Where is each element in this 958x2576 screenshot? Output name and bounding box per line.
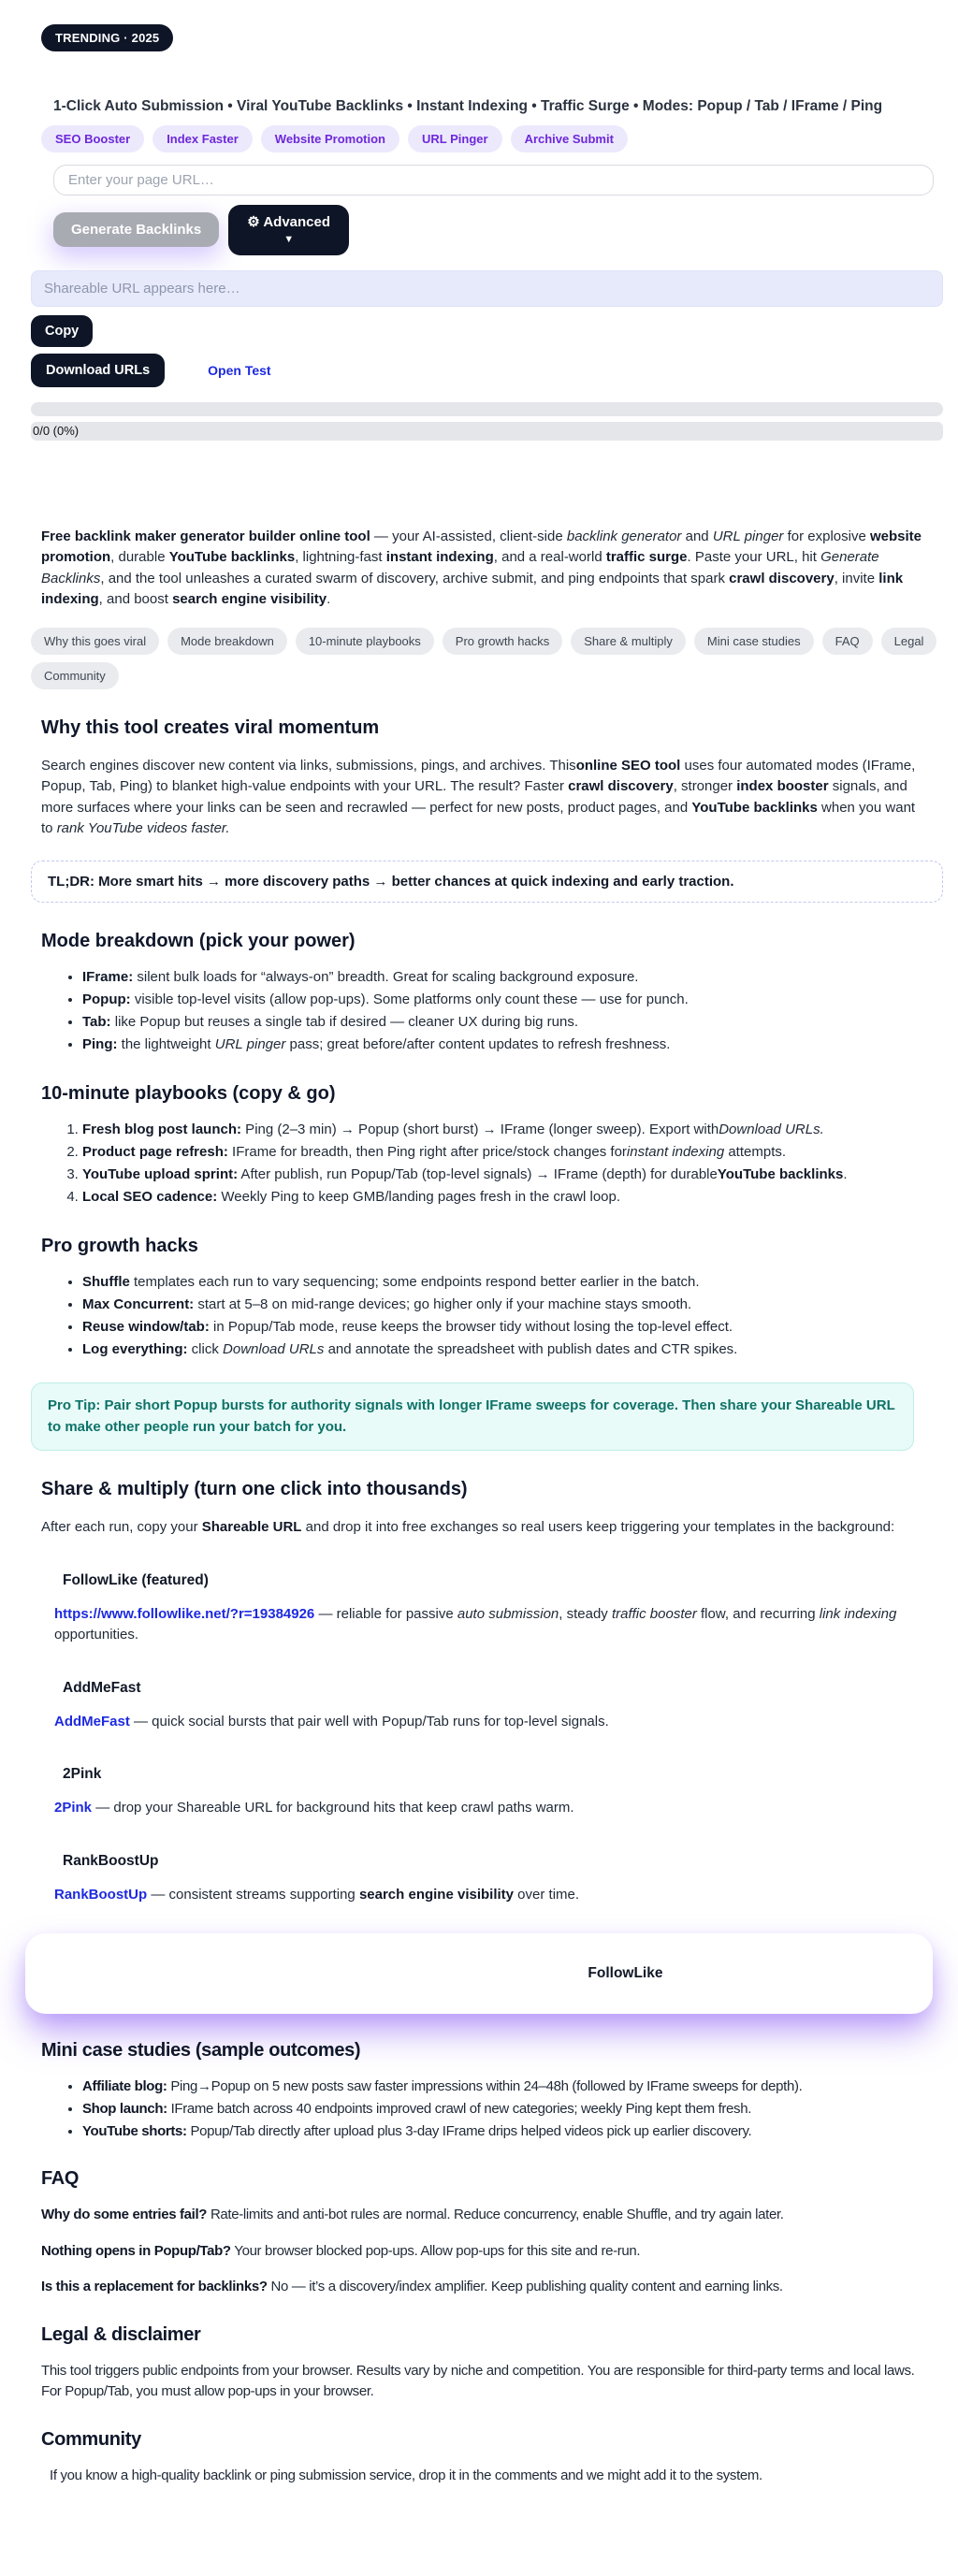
chip-archive-submit[interactable]: Archive Submit — [511, 125, 628, 152]
exchange-title: FollowLike (featured) — [63, 1571, 209, 1588]
copy-button[interactable]: Copy — [31, 315, 93, 347]
progress-label: 0/0 (0%) — [33, 424, 80, 439]
exchange-followlike — [41, 1572, 926, 1646]
exchange-desc: 2Pink — drop your Shareable URL for background hits that keep crawl paths warm. — [54, 1800, 574, 1816]
list-item: • Tab: like Popup but reuses a single tab if desired — cleaner UX during big runs. — [82, 1012, 926, 1033]
list-item: • Reuse window/tab: in Popup/Tab mode, reuse keeps the browser tidy without losing the top-level effect. — [82, 1317, 926, 1338]
progress-bar-primary — [31, 402, 943, 416]
exchange-desc: https://www.followlike.net/?r=19384926 — reliable for passive auto submission, steady traffic booster flow, and recurring link indexing opportunities. — [54, 1605, 897, 1643]
section-nav — [31, 628, 943, 689]
bottom-sections — [41, 2040, 926, 2486]
chip-index-faster[interactable]: Index Faster — [152, 125, 253, 152]
list-item: • Log everything: click Download URLs and annotate the spreadsheet with publish dates and CTR spikes. — [82, 1339, 926, 1360]
case-studies-list — [41, 2077, 926, 2142]
community-paragraph: If you know a high-quality backlink or ping submission service, drop it in the comments and we might add it to the system. — [50, 2467, 762, 2483]
inline-link[interactable]: RankBoostUp — [54, 1886, 148, 1903]
action-button-row — [53, 205, 926, 255]
tldr-callout: TL;DR: More smart hits → more discovery paths → better chances at quick indexing and early traction. — [31, 861, 943, 903]
nav-chip-mode-breakdown[interactable]: Mode breakdown — [167, 628, 287, 655]
chevron-down-icon: ▼ — [283, 233, 295, 245]
list-item: • Affiliate blog: Ping→Popup on 5 new posts saw faster impressions within 24–48h (followed by IFrame sweeps for depth). — [82, 2077, 926, 2097]
list-item: • Shuffle templates each run to vary sequencing; some endpoints respond better earlier in the batch. — [82, 1272, 926, 1293]
growth-hacks-list — [41, 1272, 926, 1360]
nav-chip-community[interactable]: Community — [31, 662, 119, 689]
nav-chip-growth-hacks[interactable]: Pro growth hacks — [443, 628, 562, 655]
exchange-desc: RankBoostUp — consistent streams supporting search engine visibility over time. — [54, 1886, 580, 1903]
list-item: • Shop launch: IFrame batch across 40 endpoints improved crawl of new categories; weekly Ping kept them fresh. — [82, 2099, 926, 2120]
share-paragraph: After each run, copy your Shareable URL and drop it into free exchanges so real users keep triggering your templates in the background: — [41, 1519, 895, 1536]
page-url-input[interactable] — [53, 165, 934, 195]
download-row — [31, 354, 926, 387]
gear-icon: ⚙ — [247, 214, 260, 230]
exchange-title: AddMeFast — [63, 1679, 141, 1696]
faq-item: Nothing opens in Popup/Tab? Your browser blocked pop-ups. Allow pop-ups for this site and re-run. — [41, 2242, 641, 2259]
list-item: • Popup: visible top-level visits (allow pop-ups). Some platforms only count these — use for punch. — [82, 990, 926, 1010]
why-paragraph: Search engines discover new content via links, submissions, pings, and archives. Thisonline SEO tool uses four automated modes (IFrame, Popup, Tab, Ping) to blanket high-value endpoints with your URL. The result? Faster crawl discovery, stronger index booster signals, and more surfaces where your links can be seen and recrawled — perfect for new posts, product pages, and YouTube backlinks when you want to rank YouTube videos faster. — [41, 757, 916, 837]
list-item: • Ping: the lightweight URL pinger pass; great before/after content updates to refresh freshness. — [82, 1035, 926, 1055]
list-item: 4. Local SEO cadence: Weekly Ping to keep GMB/landing pages fresh in the crawl loop. — [82, 1187, 926, 1208]
heading-faq: FAQ — [41, 2168, 80, 2190]
pro-tip-callout: Pro Tip: Pair short Popup bursts for authority signals with longer IFrame sweeps for coverage. Then share your Shareable URL to make other people run your batch for you. — [31, 1382, 914, 1451]
heading-case-studies: Mini case studies (sample outcomes) — [41, 2040, 361, 2062]
list-item: • IFrame: silent bulk loads for “always-on” breadth. Great for scaling background exposure. — [82, 967, 926, 988]
generate-backlinks-button[interactable]: Generate Backlinks — [53, 212, 219, 247]
hero-chip-row — [41, 125, 926, 152]
nav-chip-legal[interactable]: Legal — [881, 628, 937, 655]
nav-chip-playbooks[interactable]: 10-minute playbooks — [296, 628, 434, 655]
heading-growth-hacks: Pro growth hacks — [41, 1236, 198, 1257]
exchange-rankboostup — [41, 1853, 926, 1906]
advanced-toggle-button[interactable] — [228, 205, 349, 255]
advanced-label: Advanced — [263, 214, 331, 230]
open-test-link[interactable]: Open Test — [208, 362, 271, 378]
heading-why-viral: Why this tool creates viral momentum — [41, 716, 380, 738]
nav-chip-why-viral[interactable]: Why this goes viral — [31, 628, 159, 655]
chip-website-promotion[interactable]: Website Promotion — [261, 125, 399, 152]
legal-paragraph: This tool triggers public endpoints from your browser. Results vary by niche and competition. You are responsible for third-party terms and local laws. For Popup/Tab, you must allow pop-ups in your browser. — [41, 2362, 915, 2400]
heading-share-multiply: Share & multiply (turn one click into thousands) — [41, 1479, 468, 1500]
inline-link[interactable]: https://www.followlike.net/?r=19384926 — [54, 1605, 315, 1622]
mode-breakdown-list — [41, 967, 926, 1055]
shareable-url-output[interactable] — [31, 270, 943, 307]
heading-community: Community — [41, 2428, 141, 2450]
intro-paragraph: Free backlink maker generator builder online tool — your AI-assisted, client-side backlink generator and URL pinger for explosive website promotion, durable YouTube backlinks, lightning-fast instant indexing, and a real-world traffic surge. Paste your URL, hit Generate Backlinks, and the tool unleashes a curated swarm of discovery, archive submit, and ping endpoints that spark crawl discovery, invite link indexing, and boost search engine visibility. — [41, 528, 922, 608]
list-item: • YouTube shorts: Popup/Tab directly after upload plus 3-day IFrame drips helped videos pick up earlier discovery. — [82, 2121, 926, 2142]
faq-item: Is this a replacement for backlinks? No — it’s a discovery/index amplifier. Keep publishing quality content and earning links. — [41, 2279, 783, 2295]
list-item: 2. Product page refresh: IFrame for breadth, then Ping right after price/stock changes forinstant indexing attempts. — [82, 1142, 926, 1163]
nav-chip-case-studies[interactable]: Mini case studies — [694, 628, 814, 655]
heading-legal: Legal & disclaimer — [41, 2323, 201, 2345]
heading-playbooks: 10-minute playbooks (copy & go) — [41, 1082, 336, 1104]
exchange-2pink — [41, 1766, 926, 1819]
hero — [33, 0, 926, 441]
download-urls-button[interactable]: Download URLs — [31, 354, 165, 387]
heading-mode-breakdown: Mode breakdown (pick your power) — [41, 930, 356, 951]
playbooks-list — [41, 1120, 926, 1208]
nav-chip-share-multiply[interactable]: Share & multiply — [571, 628, 686, 655]
chip-url-pinger[interactable]: URL Pinger — [408, 125, 502, 152]
list-item: 3. YouTube upload sprint: After publish, run Popup/Tab (top-level signals) → IFrame (depth) for durableYouTube backlinks. — [82, 1165, 926, 1185]
inline-link[interactable]: 2Pink — [54, 1800, 93, 1816]
exchange-desc: AddMeFast — quick social bursts that pair well with Popup/Tab runs for top-level signals. — [54, 1713, 609, 1729]
faq-item: Why do some entries fail? Rate-limits and anti-bot rules are normal. Reduce concurrency, enable Shuffle, and try again later. — [41, 2207, 784, 2223]
followlike-banner-card — [25, 1933, 933, 2014]
inline-link[interactable]: AddMeFast — [54, 1713, 130, 1729]
trending-badge: TRENDING · 2025 — [41, 24, 173, 51]
exchange-addmefast — [41, 1680, 926, 1733]
nav-chip-faq[interactable]: FAQ — [822, 628, 873, 655]
exchange-title: 2Pink — [63, 1766, 102, 1783]
chip-seo-booster[interactable]: SEO Booster — [41, 125, 144, 152]
hero-title: 1-Click Auto Submission • Viral YouTube Backlinks • Instant Indexing • Traffic Surge • Modes: Popup / Tab / IFrame / Ping — [53, 98, 883, 114]
followlike-banner-link[interactable]: FollowLike — [588, 1965, 663, 1982]
list-item: 1. Fresh blog post launch: Ping (2–3 min) → Popup (short burst) → IFrame (longer sweep). Export withDownload URLs. — [82, 1120, 926, 1140]
progress-bar-secondary — [31, 422, 943, 441]
exchange-title: RankBoostUp — [63, 1852, 159, 1869]
article — [41, 527, 926, 2487]
list-item: • Max Concurrent: start at 5–8 on mid-range devices; go higher only if your machine stays smooth. — [82, 1295, 926, 1315]
